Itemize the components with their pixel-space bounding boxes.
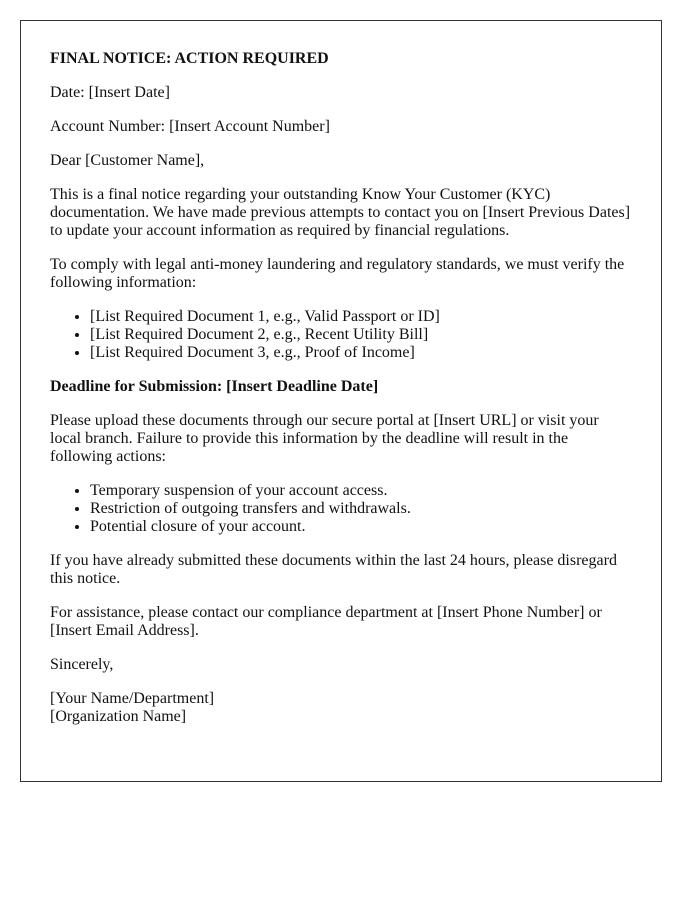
- required-document-item: • [List Required Document 1, e.g., Valid Passport or ID]: [90, 308, 631, 326]
- assistance-paragraph: For assistance, please contact our compliance department at [Insert Phone Number] or [Insert Email Address].: [50, 604, 602, 639]
- consequence-item: • Temporary suspension of your account access.: [90, 482, 631, 500]
- consequences-list: [50, 482, 631, 536]
- signature-block: [50, 690, 631, 726]
- signature-name-department: [Your Name/Department]: [50, 690, 215, 707]
- consequence-item: • Potential closure of your account.: [90, 518, 631, 536]
- compliance-paragraph: To comply with legal anti-money laundering and regulatory standards, we must verify the following information:: [50, 256, 625, 291]
- letter-title: FINAL NOTICE: ACTION REQUIRED: [50, 50, 329, 67]
- signature-organization: [Organization Name]: [50, 708, 187, 725]
- date-line: Date: [Insert Date]: [50, 84, 170, 101]
- closing: Sincerely,: [50, 656, 114, 673]
- upload-paragraph: Please upload these documents through our secure portal at [Insert URL] or visit your local branch. Failure to provide this information by the deadline will result in the following actions:: [50, 412, 599, 465]
- required-document-item: • [List Required Document 2, e.g., Recent Utility Bill]: [90, 326, 631, 344]
- disregard-paragraph: If you have already submitted these documents within the last 24 hours, please disregard this notice.: [50, 552, 617, 587]
- account-number-line: Account Number: [Insert Account Number]: [50, 118, 330, 135]
- intro-paragraph: This is a final notice regarding your outstanding Know Your Customer (KYC) documentation. We have made previous attempts to contact you on [Insert Previous Dates] to update your account information as required by financial regulations.: [50, 186, 631, 239]
- consequence-item: • Restriction of outgoing transfers and withdrawals.: [90, 500, 631, 518]
- salutation: Dear [Customer Name],: [50, 152, 205, 169]
- required-document-item: • [List Required Document 3, e.g., Proof of Income]: [90, 344, 631, 362]
- deadline-line: Deadline for Submission: [Insert Deadline Date]: [50, 378, 379, 395]
- required-documents-list: [50, 308, 631, 362]
- letter-container: [20, 20, 662, 782]
